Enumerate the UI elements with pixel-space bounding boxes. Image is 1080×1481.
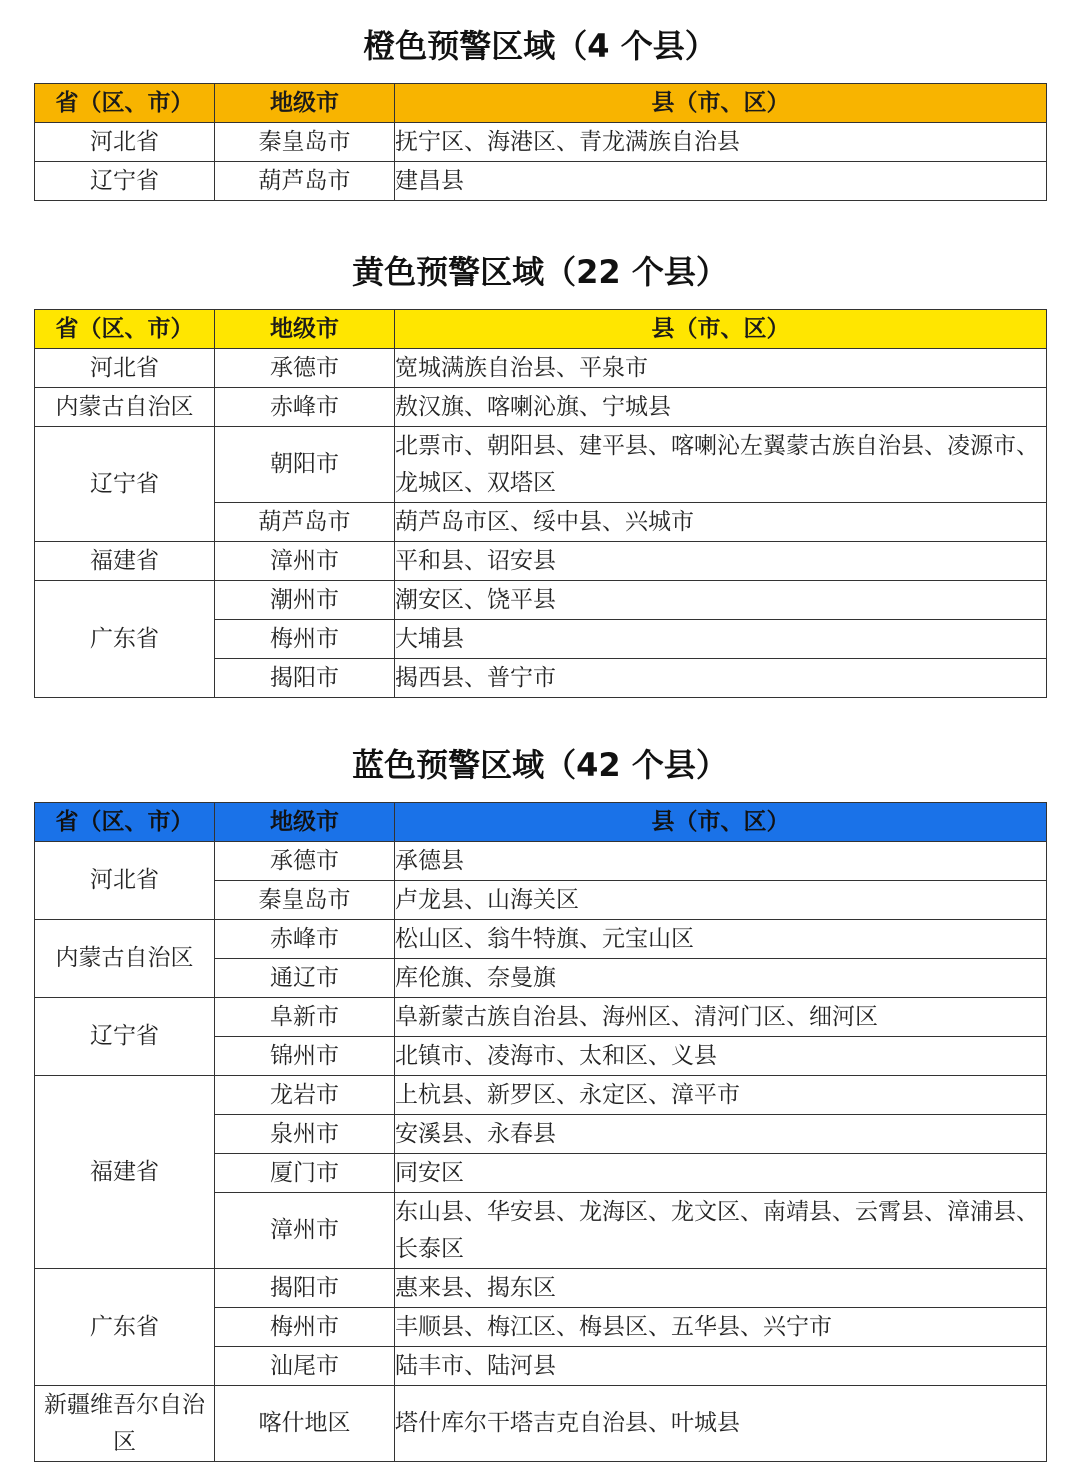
- header-county: 县（市、区）: [395, 803, 1047, 842]
- city-cell: 赤峰市: [215, 920, 395, 959]
- city-cell: 朝阳市: [215, 427, 395, 503]
- county-cell: 大埔县: [395, 620, 1047, 659]
- city-cell: 梅州市: [215, 620, 395, 659]
- county-cell: 北票市、朝阳县、建平县、喀喇沁左翼蒙古族自治县、凌源市、龙城区、双塔区: [395, 427, 1047, 503]
- county-cell: 建昌县: [395, 162, 1047, 201]
- city-cell: 龙岩市: [215, 1076, 395, 1115]
- table-row: [35, 998, 1047, 1037]
- county-cell: 塔什库尔干塔吉克自治县、叶城县: [395, 1386, 1047, 1462]
- county-cell: 揭西县、普宁市: [395, 659, 1047, 698]
- province-cell: 辽宁省: [35, 162, 215, 201]
- table-row: [35, 162, 1047, 201]
- table-row: [35, 542, 1047, 581]
- province-cell: 广东省: [35, 581, 215, 698]
- county-cell: 承德县: [395, 842, 1047, 881]
- header-city: 地级市: [215, 803, 395, 842]
- county-cell: 陆丰市、陆河县: [395, 1347, 1047, 1386]
- city-cell: 喀什地区: [215, 1386, 395, 1462]
- yellow-warning-title: 黄色预警区域（22 个县）: [352, 253, 728, 291]
- orange-warning-title: 橙色预警区域（4 个县）: [363, 27, 717, 65]
- header-county: 县（市、区）: [395, 84, 1047, 123]
- city-cell: 揭阳市: [215, 1269, 395, 1308]
- city-cell: 汕尾市: [215, 1347, 395, 1386]
- province-cell: 新疆维吾尔自治区: [35, 1386, 215, 1462]
- county-cell: 松山区、翁牛特旗、元宝山区: [395, 920, 1047, 959]
- county-cell: 抚宁区、海港区、青龙满族自治县: [395, 123, 1047, 162]
- county-cell: 上杭县、新罗区、永定区、漳平市: [395, 1076, 1047, 1115]
- city-cell: 赤峰市: [215, 388, 395, 427]
- county-cell: 平和县、诏安县: [395, 542, 1047, 581]
- city-cell: 潮州市: [215, 581, 395, 620]
- header-city: 地级市: [215, 310, 395, 349]
- orange-warning-table: [34, 83, 1047, 201]
- table-row: [35, 1269, 1047, 1308]
- province-cell: 河北省: [35, 842, 215, 920]
- city-cell: 厦门市: [215, 1154, 395, 1193]
- city-cell: 秦皇岛市: [215, 123, 395, 162]
- province-cell: 河北省: [35, 123, 215, 162]
- header-province: 省（区、市）: [35, 803, 215, 842]
- table-row: [35, 123, 1047, 162]
- table-header-row: [35, 84, 1047, 123]
- city-cell: 漳州市: [215, 542, 395, 581]
- province-cell: 河北省: [35, 349, 215, 388]
- county-cell: 敖汉旗、喀喇沁旗、宁城县: [395, 388, 1047, 427]
- province-cell: 广东省: [35, 1269, 215, 1386]
- county-cell: 东山县、华安县、龙海区、龙文区、南靖县、云霄县、漳浦县、长泰区: [395, 1193, 1047, 1269]
- table-row: [35, 427, 1047, 503]
- table-row: [35, 920, 1047, 959]
- province-cell: 辽宁省: [35, 427, 215, 542]
- county-cell: 库伦旗、奈曼旗: [395, 959, 1047, 998]
- table-row: [35, 388, 1047, 427]
- city-cell: 梅州市: [215, 1308, 395, 1347]
- county-cell: 安溪县、永春县: [395, 1115, 1047, 1154]
- table-row: [35, 1386, 1047, 1462]
- city-cell: 锦州市: [215, 1037, 395, 1076]
- province-cell: 内蒙古自治区: [35, 388, 215, 427]
- table-header-row: [35, 803, 1047, 842]
- county-cell: 葫芦岛市区、绥中县、兴城市: [395, 503, 1047, 542]
- county-cell: 惠来县、揭东区: [395, 1269, 1047, 1308]
- province-cell: 福建省: [35, 542, 215, 581]
- city-cell: 葫芦岛市: [215, 162, 395, 201]
- yellow-warning-table: [34, 309, 1047, 698]
- header-city: 地级市: [215, 84, 395, 123]
- city-cell: 通辽市: [215, 959, 395, 998]
- header-province: 省（区、市）: [35, 84, 215, 123]
- city-cell: 葫芦岛市: [215, 503, 395, 542]
- city-cell: 承德市: [215, 349, 395, 388]
- county-cell: 北镇市、凌海市、太和区、义县: [395, 1037, 1047, 1076]
- county-cell: 丰顺县、梅江区、梅县区、五华县、兴宁市: [395, 1308, 1047, 1347]
- province-cell: 福建省: [35, 1076, 215, 1269]
- county-cell: 宽城满族自治县、平泉市: [395, 349, 1047, 388]
- county-cell: 卢龙县、山海关区: [395, 881, 1047, 920]
- city-cell: 泉州市: [215, 1115, 395, 1154]
- table-row: [35, 842, 1047, 881]
- blue-warning-table: [34, 802, 1047, 1462]
- city-cell: 阜新市: [215, 998, 395, 1037]
- county-cell: 同安区: [395, 1154, 1047, 1193]
- table-header-row: [35, 310, 1047, 349]
- blue-warning-title: 蓝色预警区域（42 个县）: [352, 746, 728, 784]
- city-cell: 揭阳市: [215, 659, 395, 698]
- city-cell: 漳州市: [215, 1193, 395, 1269]
- city-cell: 承德市: [215, 842, 395, 881]
- province-cell: 辽宁省: [35, 998, 215, 1076]
- county-cell: 阜新蒙古族自治县、海州区、清河门区、细河区: [395, 998, 1047, 1037]
- city-cell: 秦皇岛市: [215, 881, 395, 920]
- table-row: [35, 1076, 1047, 1115]
- header-province: 省（区、市）: [35, 310, 215, 349]
- county-cell: 潮安区、饶平县: [395, 581, 1047, 620]
- table-row: [35, 581, 1047, 620]
- table-row: [35, 349, 1047, 388]
- province-cell: 内蒙古自治区: [35, 920, 215, 998]
- header-county: 县（市、区）: [395, 310, 1047, 349]
